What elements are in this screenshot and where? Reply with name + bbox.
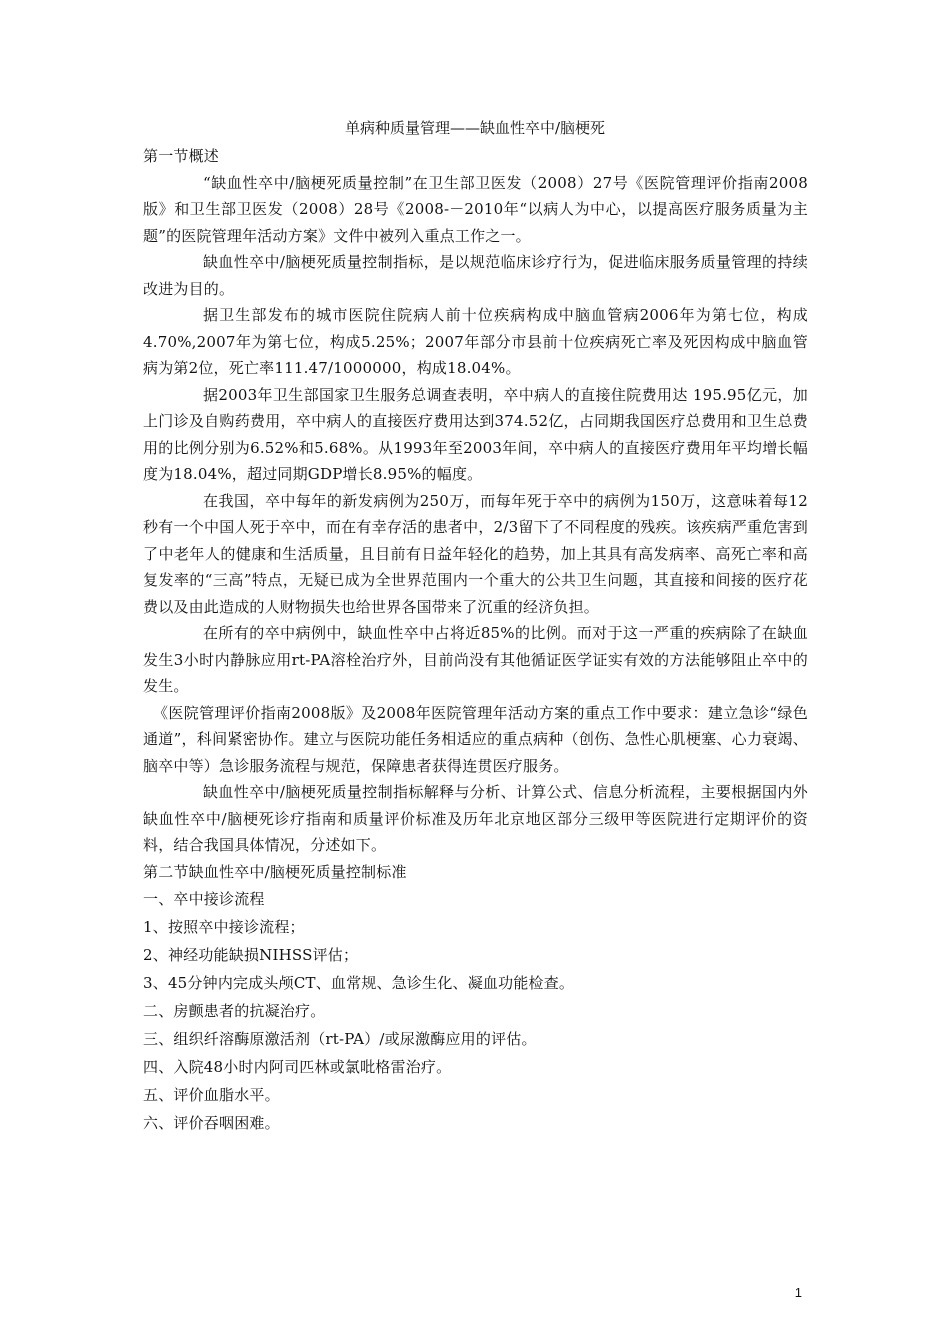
paragraph-1: “缺血性卒中/脑梗死质量控制”在卫生部卫医发（2008）27号《医院管理评价指南2008版》和卫生部卫医发（2008）28号《2008-－2010年“以病人为中心，以提高医疗服务质量为主题”的医院管理年活动方案》文件中被列入重点工作之一。: [143, 173, 808, 245]
paragraph-7: 《医院管理评价指南2008版》及2008年医院管理年活动方案的重点工作中要求：建立急诊“绿色通道”，科间紧密协作。建立与医院功能任务相适应的重点病种（创伤、急性心肌梗塞、心力衰竭、脑卒中等）急诊服务流程与规范，保障患者获得连贯医疗服务。: [143, 703, 808, 775]
list-item: 六、评价吞咽困难。: [143, 1114, 280, 1132]
section-heading-overview: 第一节概述: [143, 147, 220, 165]
quality-criteria-list: [143, 885, 808, 1137]
paragraph-3: 据卫生部发布的城市医院住院病人前十位疾病构成中脑血管病2006年为第七位，构成4.70%,2007年为第七位，构成5.25%；2007年部分市县前十位疾病死亡率及死因构成中脑血管病为第2位，死亡率111.47/1000000，构成18.04%。: [143, 306, 808, 377]
document-title: 单病种质量管理——缺血性卒中/脑梗死: [344, 119, 606, 137]
paragraph-8: 缺血性卒中/脑梗死质量控制指标解释与分析、计算公式、信息分析流程，主要根据国内外缺血性卒中/脑梗死诊疗指南和质量评价标准及历年北京地区部分三级甲等医院进行定期评价的资料，结合我国具体情况，分述如下。: [143, 783, 808, 854]
list-item: 二、房颤患者的抗凝治疗。: [143, 1002, 326, 1020]
list-item: 五、评价血脂水平。: [143, 1086, 280, 1104]
list-item: 一、卒中接诊流程: [143, 890, 265, 908]
paragraph-2: 缺血性卒中/脑梗死质量控制指标，是以规范临床诊疗行为，促进临床服务质量管理的持续改进为目的。: [143, 253, 808, 298]
section-heading-quality-control: 第二节缺血性卒中/脑梗死质量控制标准: [143, 862, 407, 881]
paragraph-5: 在我国，卒中每年的新发病例为250万，而每年死于卒中的病例为150万，这意味着每12秒有一个中国人死于卒中，而在有幸存活的患者中，2/3留下了不同程度的残疾。该疾病严重危害到了中老年人的健康和生活质量，且目前有日益年轻化的趋势，加上其具有高发病率、高死亡率和高复发率的“三高”特点，无疑已成为全世界范围内一个重大的公共卫生问题，其直接和间接的医疗花费以及由此造成的人财物损失也给世界各国带来了沉重的经济负担。: [143, 491, 808, 616]
document-body: [143, 143, 808, 1137]
list-item: 2、神经功能缺损NIHSS评估；: [143, 946, 359, 964]
paragraph-4: 据2003年卫生部国家卫生服务总调查表明，卒中病人的直接住院费用达 195.95亿元，加上门诊及自购药费用，卒中病人的直接医疗费用达到374.52亿，占同期我国医疗总费用和卫生总费用的比例分别为6.52%和5.68%。从1993年至2003年间，卒中病人的直接医疗费用年平均增长幅度为18.04%，超过同期GDP增长8.95%的幅度。: [143, 385, 808, 483]
list-item: 3、45分钟内完成头颅CT、血常规、急诊生化、凝血功能检查。: [143, 974, 575, 992]
list-item: 三、组织纤溶酶原激活剂（rt-PA）/或尿激酶应用的评估。: [143, 1030, 537, 1048]
paragraph-6: 在所有的卒中病例中，缺血性卒中占将近85%的比例。而对于这一严重的疾病除了在缺血发生3小时内静脉应用rt-PA溶栓治疗外，目前尚没有其他循证医学证实有效的方法能够阻止卒中的发生。: [143, 624, 808, 695]
page-number: 1: [794, 1285, 802, 1300]
list-item: 四、入院48小时内阿司匹林或氯吡格雷治疗。: [143, 1058, 452, 1076]
list-item: 1、按照卒中接诊流程；: [143, 918, 305, 936]
